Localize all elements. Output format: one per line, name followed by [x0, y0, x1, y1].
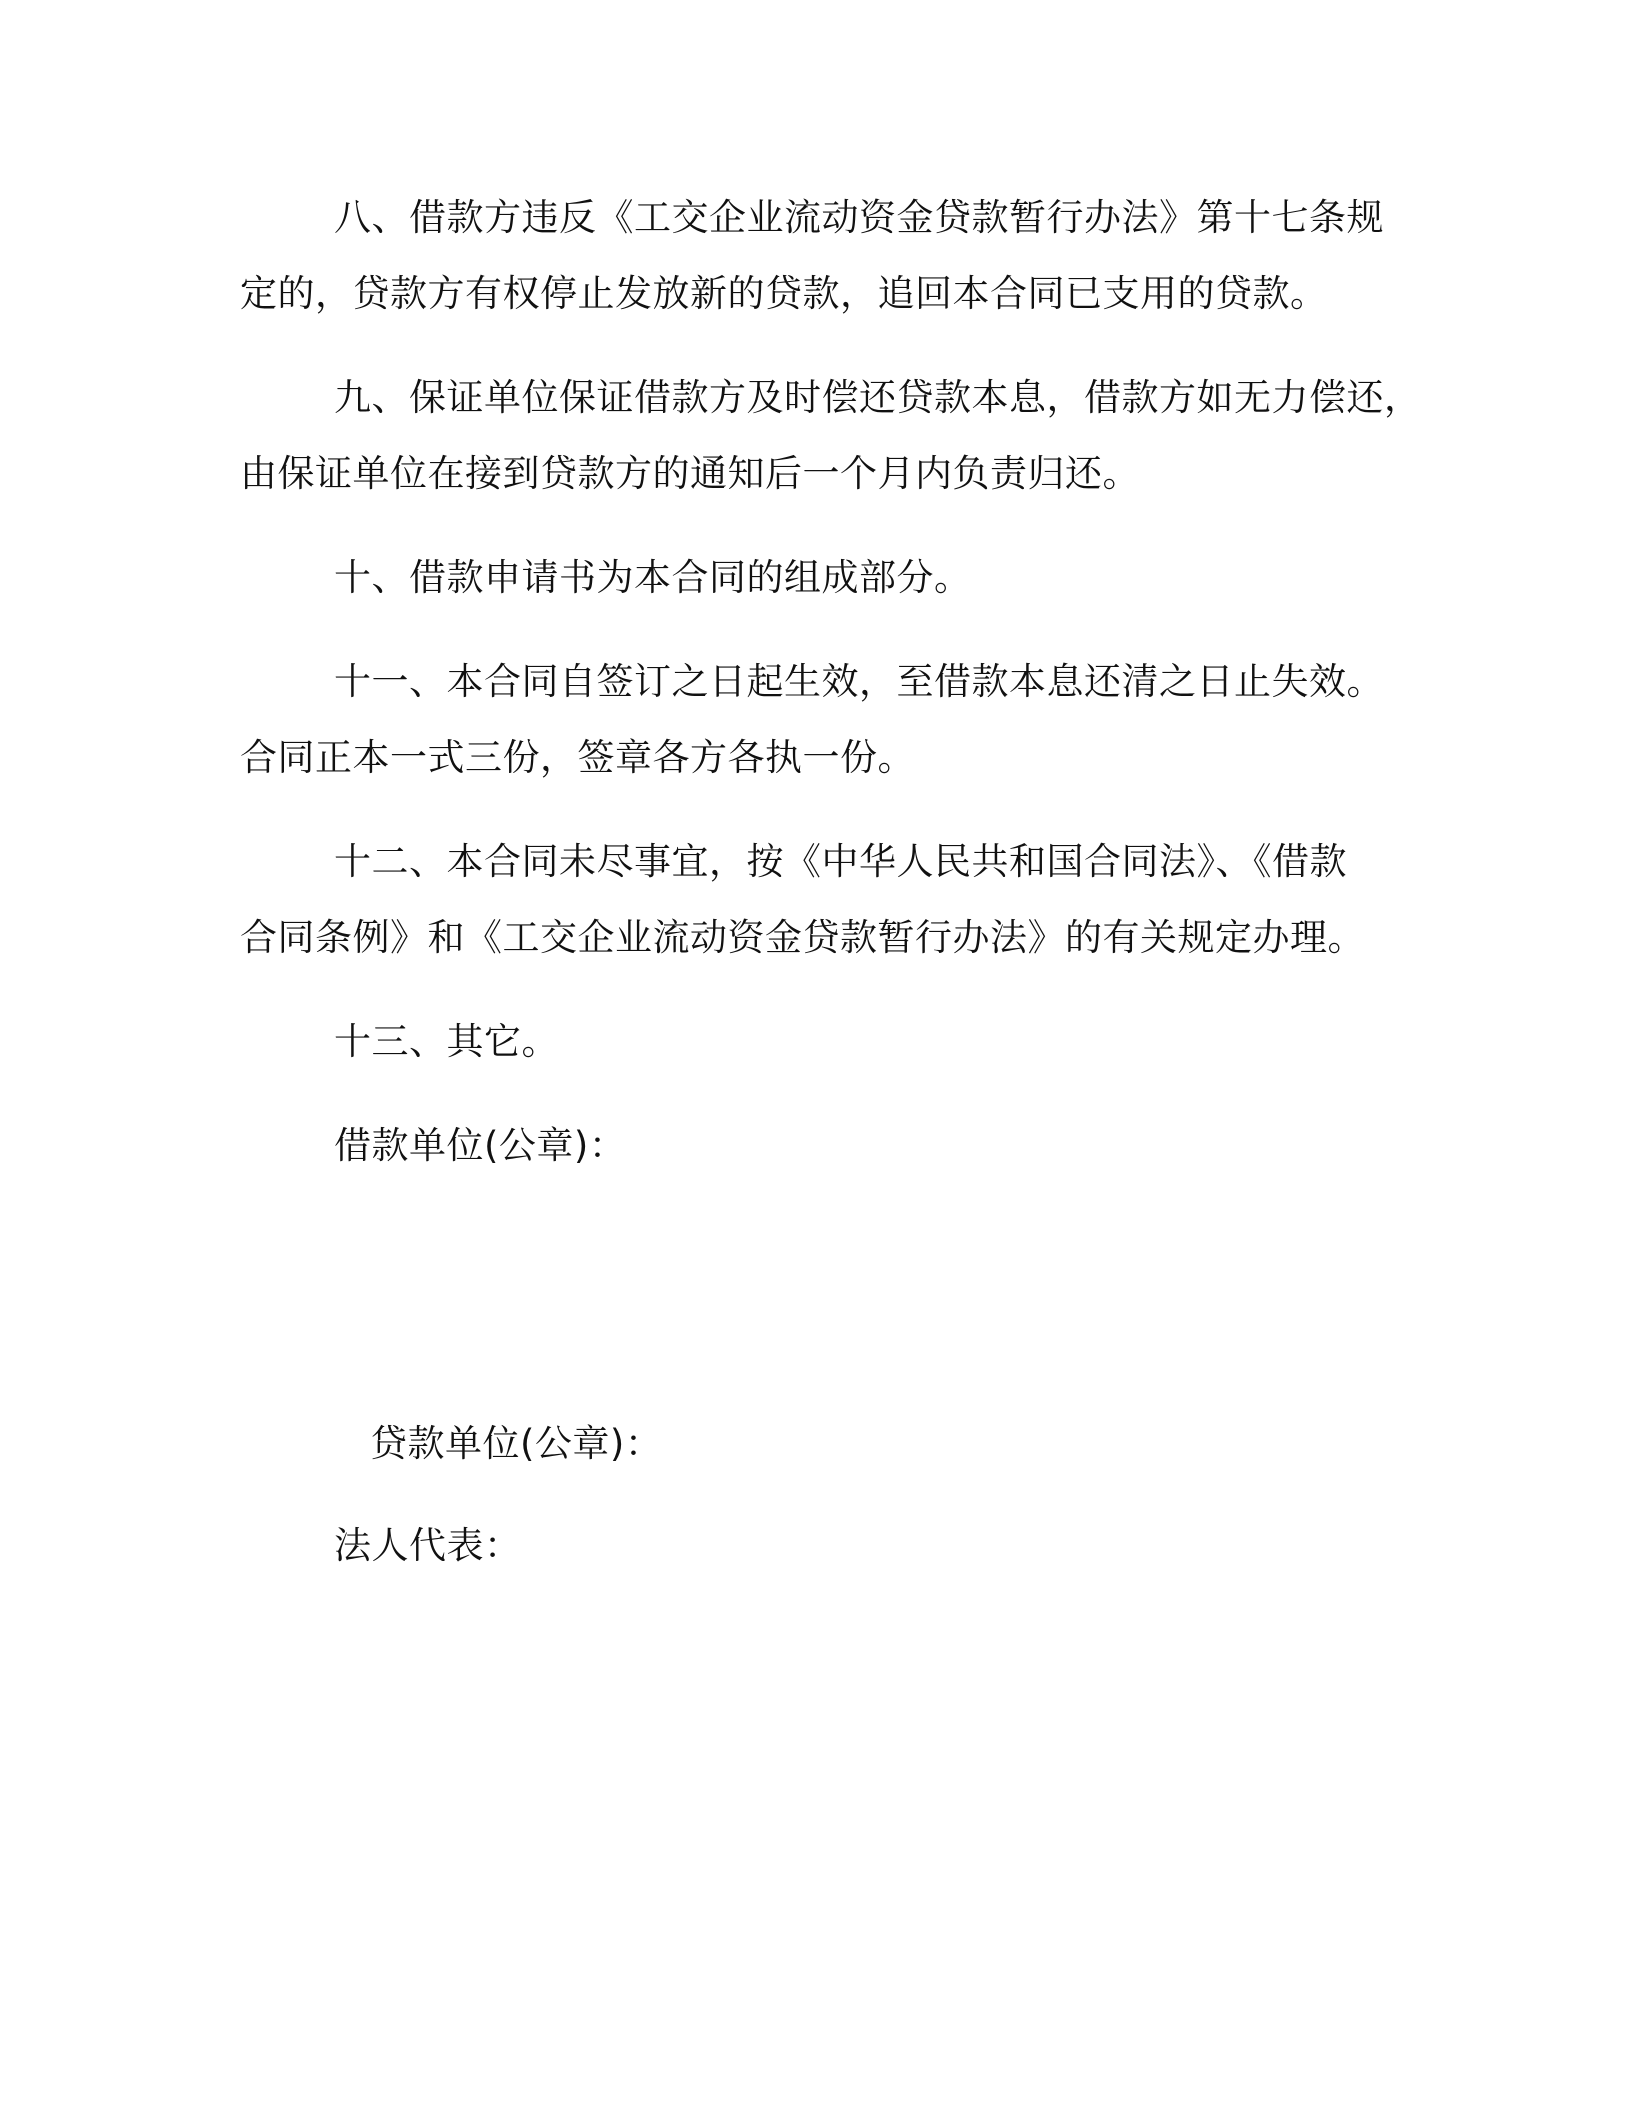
clause-12-line-2: 合同条例》和《工交企业流动资金贷款暂行办法》的有关规定办理。 [240, 916, 1365, 959]
clause-9-line-1: 九、保证单位保证借款方及时偿还贷款本息，借款方如无力偿还， [334, 376, 1422, 419]
clause-11-line-1: 十一、本合同自签订之日起生效，至借款本息还清之日止失效。 [334, 660, 1384, 703]
clause-12-line-1: 十二、本合同未尽事宜，按《中华人民共和国合同法》、《借款 [334, 840, 1347, 883]
clause-8-line-1: 八、借款方违反《工交企业流动资金贷款暂行办法》第十七条规 [334, 196, 1384, 239]
clause-13-line-1: 十三、其它。 [334, 1020, 559, 1063]
lender-seal-label: 贷款单位(公章)： [370, 1422, 663, 1465]
clause-10-line-1: 十、借款申请书为本合同的组成部分。 [334, 556, 972, 599]
clause-8-line-2: 定的，贷款方有权停止发放新的贷款，追回本合同已支用的贷款。 [240, 272, 1328, 315]
borrower-seal-label: 借款单位(公章)： [334, 1124, 627, 1167]
clause-11-line-2: 合同正本一式三份，签章各方各执一份。 [240, 736, 915, 779]
legal-representative-label: 法人代表： [334, 1524, 522, 1567]
clause-9-line-2: 由保证单位在接到贷款方的通知后一个月内负责归还。 [240, 452, 1140, 495]
